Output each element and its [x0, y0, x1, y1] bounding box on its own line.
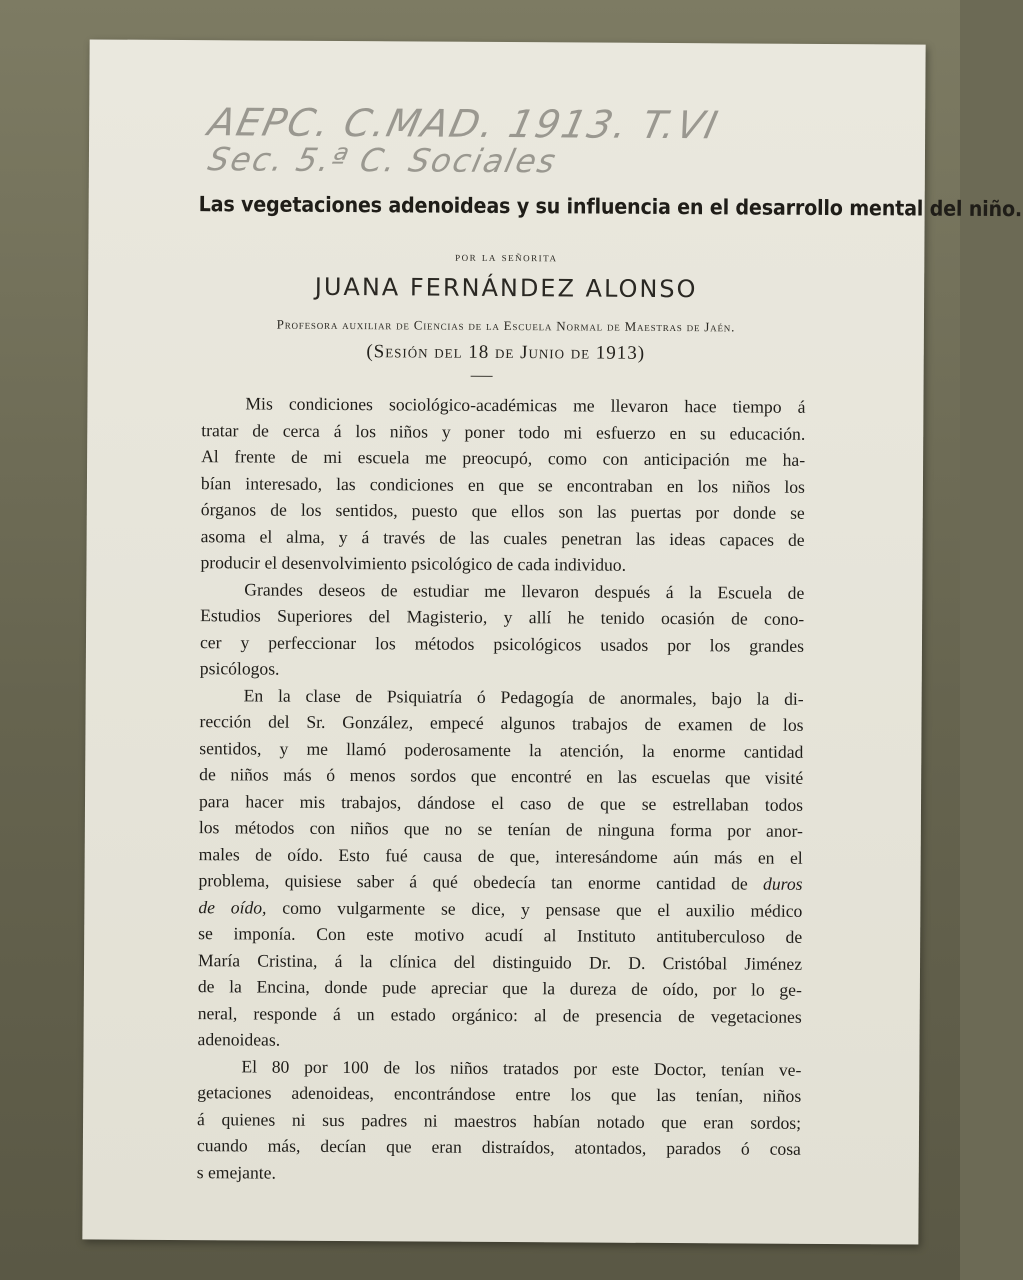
text-line: de niños más ó menos sordos que encontré en las escuelas que visité: [199, 764, 804, 788]
section-divider: [471, 376, 493, 377]
author-name: JUANA FERNÁNDEZ ALONSO: [314, 272, 698, 304]
body-text: [197, 390, 806, 1189]
text-line: En la clase de Psiquiatría ó Pedagogía de anormales, bajo la di-: [243, 684, 804, 709]
text-line: los métodos con niños que no se tenían de ninguna forma por anor-: [198, 817, 803, 841]
text-line: males de oído. Esto fué causa de que, interesándome aún más en el: [198, 843, 803, 868]
text-line: Estudios Superiores del Magisterio, y allí he tenido ocasión de cono-: [200, 605, 805, 629]
text-line: s emejante.: [196, 1161, 276, 1183]
text-line: para hacer mis trabajos, dándose el caso de que se estrellaban todos: [198, 790, 804, 815]
session-date: (Sesión del 18 de Junio de 1913): [366, 341, 646, 364]
text-line: bían interesado, las condiciones en que se encontraban en los niños los: [200, 472, 806, 497]
handwritten-annotation-line-2: Sec. 5.ª C. Sociales: [204, 140, 561, 181]
text-line: á quienes ni sus padres ni maestros habían notado que eran sordos;: [197, 1108, 802, 1133]
text-line: María Cristina, á la clínica del distinguido Dr. D. Cristóbal Jiménez: [197, 949, 803, 974]
text-line: El 80 por 100 de los niños tratados por este Doctor, tenían ve-: [241, 1055, 802, 1080]
author-affiliation: Profesora auxiliar de Ciencias de la Escuela Normal de Maestras de Jaén.: [276, 316, 736, 335]
text-line: cer y perfeccionar los métodos psicológicos usados por los grandes: [199, 631, 805, 656]
text-line: de la Encina, donde pude apreciar que la dureza de oído, por lo ge-: [197, 976, 802, 1000]
text-line: producir el desenvolvimiento psicológico de cada individuo.: [200, 552, 627, 575]
handwritten-annotation-line-1: AEPC. C.MAD. 1913. T.VI: [204, 100, 724, 148]
text-line: neral, responde á un estado orgánico: al de presencia de vegetaciones: [197, 1002, 802, 1027]
text-line: adenoideas.: [197, 1029, 281, 1050]
byline: por la señorita: [455, 248, 558, 265]
article-title: Las vegetaciones adenoideas y su influencia en el desarrollo mental del niño.: [198, 192, 1023, 222]
text-line: órganos de los sentidos, puesto que ellos son las puertas por donde se: [200, 499, 805, 523]
text-line: getaciones adenoideas, encontrándose entre los que las tenían, niños: [197, 1082, 802, 1106]
text-line: Al frente de mi escuela me preocupó, como con anticipación me ha-: [201, 446, 806, 470]
text-line: tratar de cerca á los niños y poner todo mi esfuerzo en su educación.: [201, 419, 806, 444]
text-line: cuando más, decían que eran distraídos, atontados, parados ó cosa: [196, 1135, 801, 1159]
text-line: psicólogos.: [199, 658, 280, 679]
text-line: rección del Sr. González, empecé algunos trabajos de examen de los: [199, 711, 804, 735]
text-line: de oído, como vulgarmente se dice, y pensase que el auxilio médico: [198, 896, 803, 921]
text-line: sentidos, y me llamó poderosamente la atención, la enorme cantidad: [199, 737, 804, 762]
document-page: [82, 39, 1023, 1244]
text-line: problema, quisiese saber á qué obedecía tan enorme cantidad de duros: [198, 870, 803, 894]
text-line: Mis condiciones sociológico-académicas me llevaron hace tiempo á: [245, 393, 806, 417]
text-line: asoma el alma, y á través de las cuales penetran las ideas capaces de: [200, 525, 805, 550]
text-line: Grandes deseos de estudiar me llevaron después á la Escuela de: [244, 578, 805, 603]
text-line: se imponía. Con este motivo acudí al Instituto antituberculoso de: [198, 923, 803, 947]
